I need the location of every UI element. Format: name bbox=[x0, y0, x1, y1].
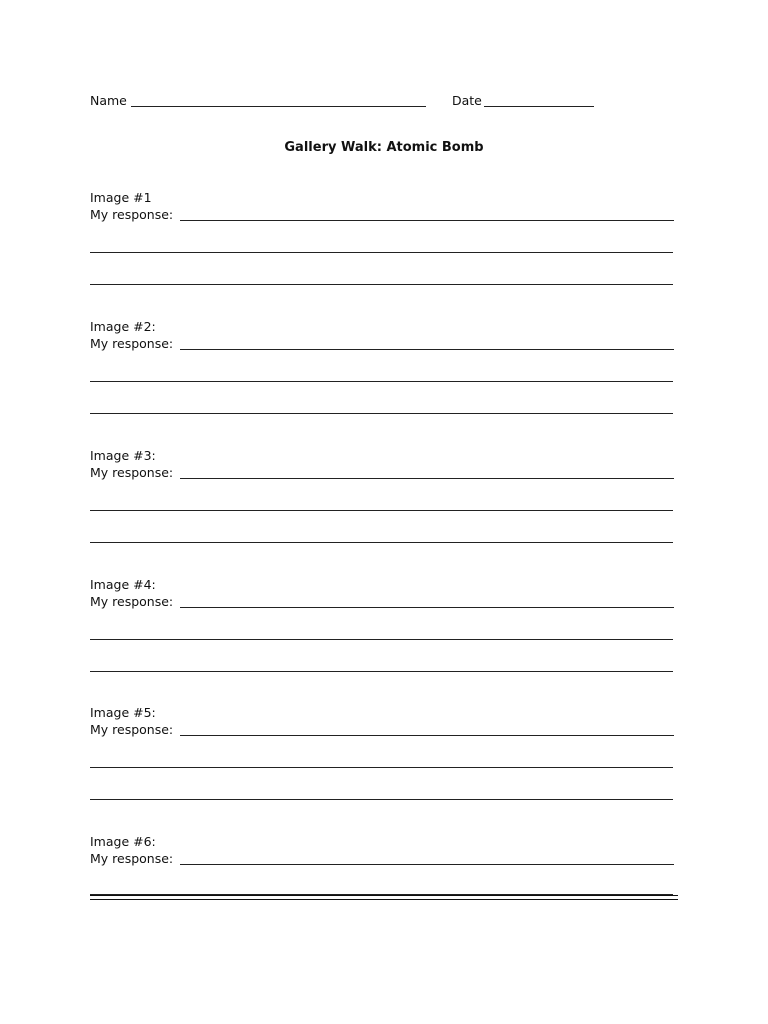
response-line[interactable] bbox=[90, 381, 673, 382]
name-blank-line[interactable] bbox=[131, 106, 426, 107]
image-section-3 bbox=[90, 448, 674, 548]
response-label: My response: bbox=[90, 336, 174, 351]
response-line[interactable] bbox=[90, 510, 673, 511]
date-label: Date bbox=[452, 93, 482, 108]
header-row bbox=[90, 93, 680, 111]
page-title: Gallery Walk: Atomic Bomb bbox=[284, 140, 484, 155]
image-label: Image #2: bbox=[90, 319, 156, 334]
image-section-2 bbox=[90, 319, 674, 419]
image-section-5 bbox=[90, 705, 674, 805]
footer-double-rule bbox=[90, 895, 678, 900]
response-label: My response: bbox=[90, 851, 174, 866]
image-label: Image #6: bbox=[90, 834, 156, 849]
response-line[interactable] bbox=[90, 413, 673, 414]
response-line[interactable] bbox=[180, 349, 674, 350]
image-section-1 bbox=[90, 190, 674, 290]
response-line[interactable] bbox=[90, 799, 673, 800]
response-line[interactable] bbox=[90, 284, 673, 285]
response-label: My response: bbox=[90, 207, 174, 222]
image-label: Image #5: bbox=[90, 705, 156, 720]
response-line[interactable] bbox=[90, 542, 673, 543]
response-line[interactable] bbox=[180, 607, 674, 608]
response-label: My response: bbox=[90, 594, 174, 609]
response-line[interactable] bbox=[90, 252, 673, 253]
response-label: My response: bbox=[90, 465, 174, 480]
image-section-6 bbox=[90, 834, 674, 934]
image-label: Image #1 bbox=[90, 190, 152, 205]
response-line[interactable] bbox=[180, 220, 674, 221]
image-label: Image #3: bbox=[90, 448, 156, 463]
image-label: Image #4: bbox=[90, 577, 156, 592]
response-label: My response: bbox=[90, 722, 174, 737]
response-line[interactable] bbox=[180, 478, 674, 479]
response-line[interactable] bbox=[180, 864, 674, 865]
response-line[interactable] bbox=[180, 735, 674, 736]
response-line[interactable] bbox=[90, 767, 673, 768]
name-label: Name bbox=[90, 93, 127, 108]
image-section-4 bbox=[90, 577, 674, 677]
date-blank-line[interactable] bbox=[484, 106, 594, 107]
response-line[interactable] bbox=[90, 671, 673, 672]
response-line[interactable] bbox=[90, 639, 673, 640]
